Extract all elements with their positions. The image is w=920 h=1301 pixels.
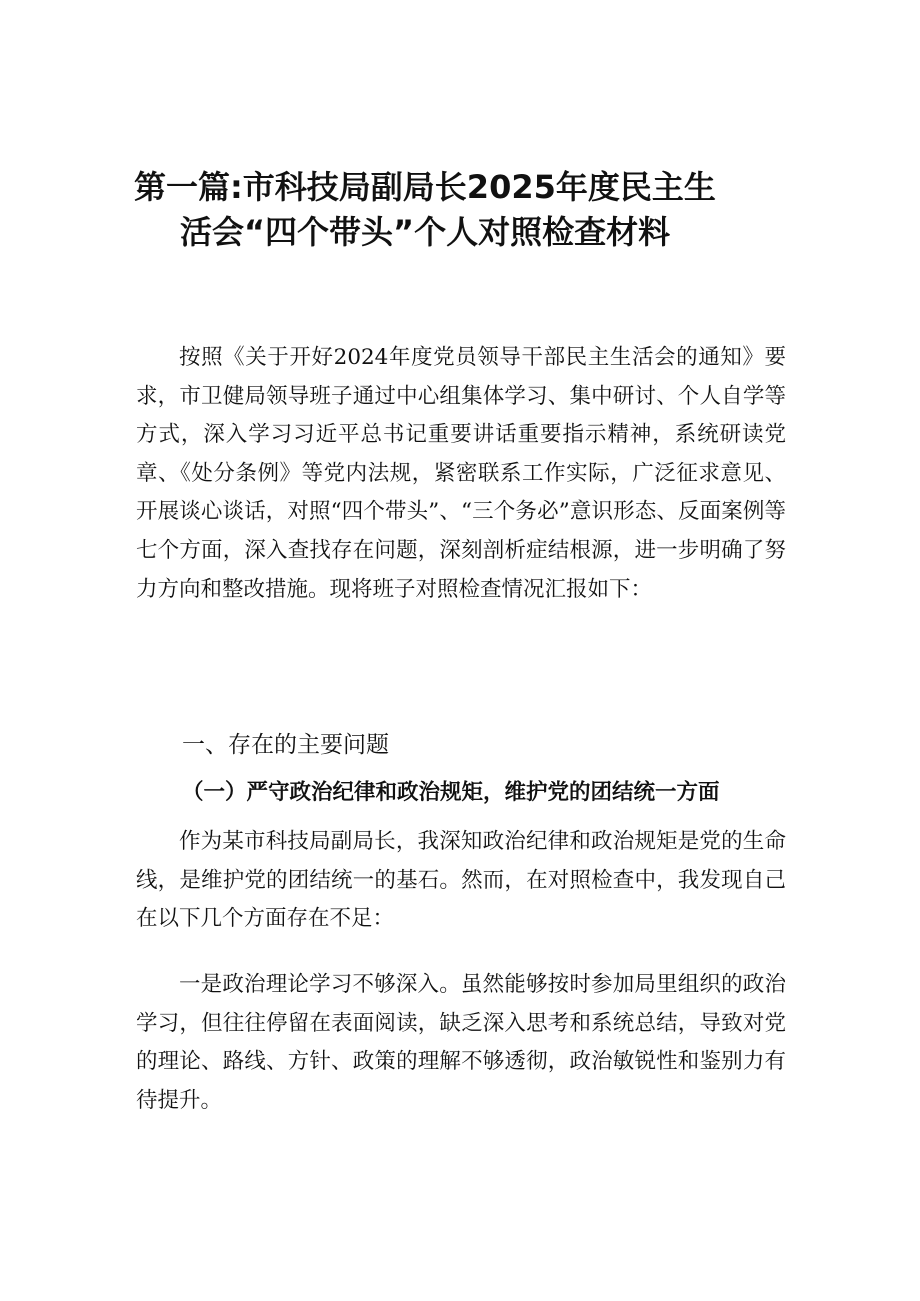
intro-paragraph: 按照《关于开好2024年度党员领导干部民主生活会的通知》要求，市卫健局领导班子通过中心组集体学习、集中研讨、个人自学等方式，深入学习习近平总书记重要讲话重要指示精神，系统研读党章、《处分条例》等党内法规，紧密联系工作实际，广泛征求意见、开展谈心谈话，对照“四个带头”、“三个务必”意识形态、反面案例等七个方面，深入查找存在问题，深刻剖析症结根源，进一步明确了努力方向和整改措施。现将班子对照检查情况汇报如下： <box>136 345 786 602</box>
paragraph-3: 一是政治理论学习不够深入。虽然能够按时参加局里组织的政治学习，但往往停留在表面阅读，缺乏深入思考和系统总结，导致对党的理论、路线、方针、政策的理解不够透彻，政治敏锐性和鉴别力有待提升。 <box>136 972 786 1113</box>
document-title-line-2: 活会“四个带头”个人对照检查材料 <box>180 213 671 251</box>
paragraph-3-block <box>136 966 786 1120</box>
subsection-heading: （一）严守政治纪律和政治规矩，维护党的团结统一方面 <box>182 780 720 805</box>
paragraph-2: 作为某市科技局副局长，我深知政治纪律和政治规矩是党的生命线，是维护党的团结统一的基石。然而，在对照检查中，我发现自己在以下几个方面存在不足： <box>136 829 786 932</box>
intro-paragraph-block <box>136 339 786 609</box>
document-title-line-1: 第一篇:市科技局副局长2025年度民主生 <box>134 168 716 206</box>
paragraph-2-block <box>136 823 786 939</box>
section-heading: 一、存在的主要问题 <box>182 732 389 758</box>
